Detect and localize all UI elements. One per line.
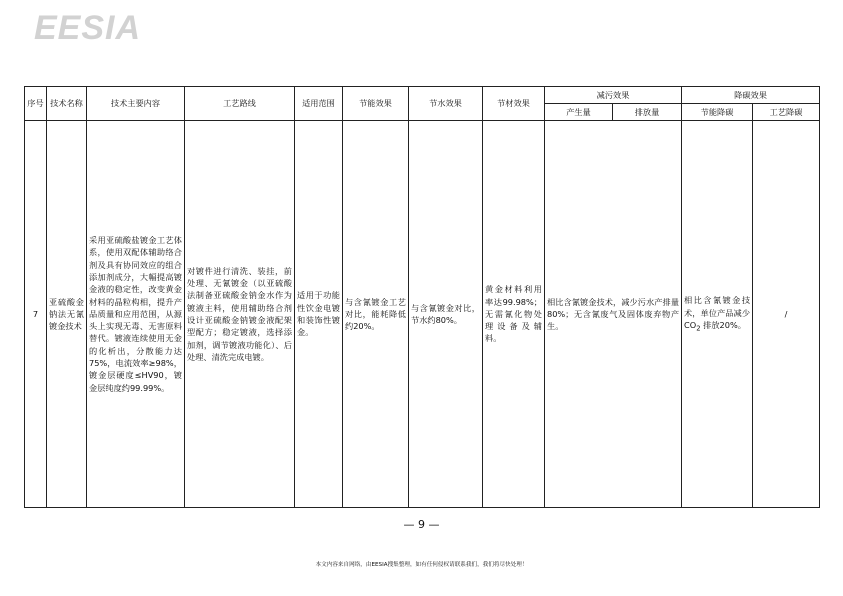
header-pollution-generation: 产生量 [545,104,613,121]
header-tech-name: 技术名称 [47,87,87,121]
header-scope: 适用范围 [295,87,343,121]
row-scope: 适用于功能性饮金电镀和装饰性镀金。 [295,121,343,508]
row-process-route: 对镀件进行清洗、装挂，前处理、无氰镀金（以亚硫酸法制备亚硫酸金钠金水作为镀液主料，使用辅助络合剂设计亚硫酸金钠镀金液配架型配方；稳定镀液，选择添加剂，调节镀液功能化）、后处理、清洗完成电镀。 [185,121,295,508]
row-tech-name: 亚硫酸金钠法无氰镀金技术 [47,121,87,508]
header-carbon-energy: 节能降碳 [682,104,753,121]
header-material-saving: 节材效果 [483,87,545,121]
technology-table [24,86,820,508]
header-carbon-process: 工艺降碳 [753,104,820,121]
header-carbon-group: 降碳效果 [682,87,820,104]
row-water-saving: 与含氰镀金对比，节水约80%。 [409,121,483,508]
header-main-content: 技术主要内容 [87,87,185,121]
header-energy-saving: 节能效果 [343,87,409,121]
row-material-saving: 黄金材料利用率达99.98%；无需氰化物处理设备及辅料。 [483,121,545,508]
header-seq: 序号 [25,87,47,121]
page-number: — 9 — [403,518,440,531]
row-carbon-energy [682,121,753,508]
header-row-1 [25,87,820,104]
row-pollution: 相比含氰镀金技术，减少污水产排量80%；无含氰废气及固体废弃物产生。 [545,121,682,508]
footer-note: 本文内容来自网络，由EESIA搜集整理，如有任何侵权请联系我们，我们将尽快处理！ [315,562,528,568]
header-process-route: 工艺路线 [185,87,295,121]
row-seq: 7 [25,121,47,508]
carbon-energy-text-post: 排放20%。 [700,319,746,330]
table-row [25,121,820,508]
row-carbon-process: / [753,121,820,508]
carbon-energy-text-pre: 相比含氰镀金技术，单位产品减少 CO [684,295,751,330]
header-pollution-emission: 排放量 [613,104,682,121]
row-main-content: 采用亚硫酸盐镀金工艺体系，使用双配体辅助络合剂及具有协同效应的组合添加剂成分，大幅提高镀金液的稳定性，改变黄金材料的晶粒构相，提升产品质量和应用范围，从源头上实现无毒、无害原料替代。镀液连续使用无金的化析出，分散能力达75%，电流效率≥98%，镀金层硬度≤HV90，镀金层纯度约99.99%。 [87,121,185,508]
eesia-logo: EESIA [34,9,142,47]
header-pollution-group: 减污效果 [545,87,682,104]
row-energy-saving: 与含氰镀金工艺对比，能耗降低约20%。 [343,121,409,508]
header-water-saving: 节水效果 [409,87,483,121]
carbon-energy-subscript: 2 [696,324,701,333]
